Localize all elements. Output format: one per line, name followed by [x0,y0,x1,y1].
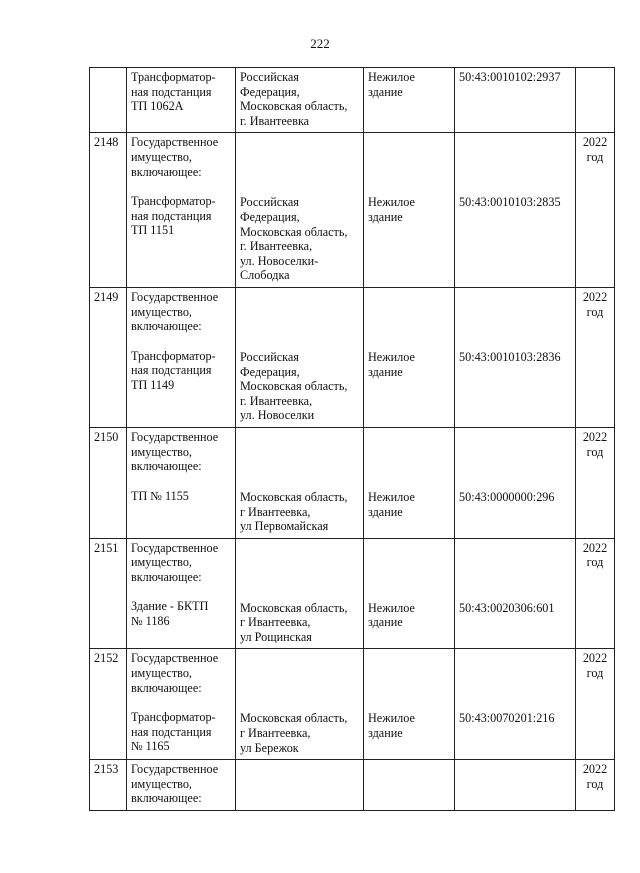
object-type: здание [368,615,403,630]
year-text: 2022 [582,135,608,150]
object-address-cell [236,287,364,427]
object-name: ТП 1062А [131,99,184,114]
entry-number: 2148 [90,133,127,288]
spacer [240,320,359,335]
object-address: г Ивантеевка, [240,615,311,630]
spacer [459,320,571,335]
object-type-cell [364,427,455,538]
object-name: ная подстанция [131,208,212,223]
spacer [459,571,571,586]
cadastral-number: 50:43:0000000:296 [459,489,555,504]
spacer [459,556,571,571]
object-type: Нежилое [368,195,415,210]
entry-number [90,68,127,133]
year-cell [576,538,615,649]
object-address-cell [236,538,364,649]
object-type: здание [368,504,403,519]
cadastral-number: 50:43:0010103:2836 [459,349,561,364]
spacer [240,445,359,460]
year-text: год [586,149,604,164]
object-name: Здание - БКТП [131,599,209,614]
spacer [459,541,571,556]
object-name-cell [127,538,236,649]
registry-body [90,68,615,811]
object-type-cell [364,538,455,649]
spacer [240,165,359,180]
entry-number: 2152 [90,649,127,760]
spacer [368,305,450,320]
year-text: год [586,666,604,681]
object-address: ул Первомайская [240,519,329,534]
object-address-cell [236,649,364,760]
spacer [459,586,571,601]
object-group-header: включающее: [131,680,202,695]
cadastral-number: 50:43:0010103:2835 [459,195,561,210]
cadastral-number-cell [455,427,576,538]
spacer [240,290,359,305]
spacer [459,135,571,150]
object-type: Нежилое [368,70,415,84]
spacer [368,696,450,711]
year-text: 2022 [582,762,608,777]
spacer [459,475,571,490]
spacer [240,556,359,571]
spacer [368,135,450,150]
object-group-header: включающее: [131,319,202,334]
spacer [368,651,450,666]
spacer [368,150,450,165]
spacer [240,571,359,586]
object-group-header: Государственное [131,651,219,666]
object-group-header: имущество, [131,555,192,570]
object-address: Российская [240,195,299,210]
spacer [240,651,359,666]
spacer [240,335,359,350]
spacer [459,430,571,445]
spacer [459,165,571,180]
object-address: Слободка [240,268,290,283]
object-name: Трансформатор- [131,348,216,363]
object-address: Московская область, [240,224,348,239]
spacer [368,571,450,586]
spacer [459,180,571,195]
object-type-cell [364,649,455,760]
spacer [459,460,571,475]
spacer [240,305,359,320]
year-text: год [586,444,604,459]
object-address: г Ивантеевка, [240,726,311,741]
spacer [240,681,359,696]
spacer [240,430,359,445]
object-address: ул Бережок [240,740,299,755]
year-cell [576,68,615,133]
object-address: г Ивантеевка, [240,504,311,519]
year-cell [576,760,615,811]
spacer [240,150,359,165]
spacer [131,334,231,349]
spacer [368,586,450,601]
object-address: Федерация, [240,84,300,99]
year-text: 2022 [582,289,608,304]
table-row [90,538,615,649]
object-address-cell [236,760,364,811]
object-type: здание [368,209,403,224]
object-type-cell [364,133,455,288]
object-group-header: Государственное [131,762,219,777]
year-text: 2022 [582,540,608,555]
object-name: № 1165 [131,739,170,754]
object-name: ная подстанция [131,84,212,99]
spacer [368,445,450,460]
spacer [459,445,571,460]
object-name: Трансформатор- [131,70,216,84]
object-group-header: имущество, [131,304,192,319]
object-address: Российская [240,349,299,364]
spacer [368,666,450,681]
object-group-header: имущество, [131,776,192,791]
object-name-cell [127,649,236,760]
cadastral-number-cell [455,760,576,811]
object-name: Трансформатор- [131,194,216,209]
object-name-cell [127,287,236,427]
object-address: Московская область, [240,379,348,394]
spacer [459,335,571,350]
object-group-header: включающее: [131,459,202,474]
spacer [459,290,571,305]
cadastral-number-cell [455,538,576,649]
object-address: Федерация, [240,209,300,224]
property-registry-table [89,67,615,811]
spacer [368,541,450,556]
object-address-cell [236,427,364,538]
spacer [131,179,231,194]
year-cell [576,649,615,760]
spacer [240,586,359,601]
object-name-cell [127,133,236,288]
cadastral-number-cell [455,287,576,427]
object-type: здание [368,726,403,741]
spacer [368,290,450,305]
object-address: Московская область, [240,99,348,114]
spacer [368,180,450,195]
object-address: Федерация, [240,364,300,379]
table-row [90,760,615,811]
year-cell [576,427,615,538]
object-name: ТП 1151 [131,223,175,238]
table-row [90,649,615,760]
object-address: ул. Новоселки- [240,253,319,268]
spacer [459,696,571,711]
spacer [459,150,571,165]
spacer [240,666,359,681]
object-type: Нежилое [368,711,415,726]
spacer [368,430,450,445]
object-address: г. Ивантеевка [240,113,310,128]
spacer [240,135,359,150]
object-group-header: Государственное [131,135,219,150]
table-row [90,427,615,538]
object-address: Московская область, [240,711,348,726]
object-address: г. Ивантеевка, [240,239,313,254]
object-address: ул. Новоселки [240,408,315,423]
object-group-header: включающее: [131,791,202,806]
object-type: Нежилое [368,489,415,504]
object-address: Российская [240,70,299,84]
object-group-header: имущество, [131,666,192,681]
spacer [368,320,450,335]
cadastral-number-cell [455,68,576,133]
spacer [459,666,571,681]
spacer [131,695,231,710]
year-text: год [586,304,604,319]
spacer [240,460,359,475]
object-name: № 1186 [131,614,170,629]
object-group-header: Государственное [131,540,219,555]
entry-number: 2149 [90,287,127,427]
spacer [368,335,450,350]
spacer [459,651,571,666]
object-type: Нежилое [368,349,415,364]
object-type-cell [364,68,455,133]
spacer [240,475,359,490]
object-name: ТП № 1155 [131,488,189,503]
entry-number: 2151 [90,538,127,649]
year-text: 2022 [582,651,608,666]
spacer [459,681,571,696]
object-type: здание [368,84,403,99]
object-group-header: Государственное [131,429,219,444]
object-address: г. Ивантеевка, [240,393,313,408]
cadastral-number-cell [455,649,576,760]
object-name-cell [127,427,236,538]
object-address: Московская область, [240,600,348,615]
object-name: Трансформатор- [131,710,216,725]
object-group-header: включающее: [131,164,202,179]
spacer [131,584,231,599]
object-name: ная подстанция [131,724,212,739]
object-name: ТП 1149 [131,377,175,392]
year-cell [576,287,615,427]
object-address: Московская область, [240,489,348,504]
object-address-cell [236,68,364,133]
object-name-cell [127,760,236,811]
object-group-header: включающее: [131,569,202,584]
cadastral-number: 50:43:0070201:216 [459,711,555,726]
spacer [368,556,450,571]
page-number: 222 [310,36,330,51]
object-type-cell [364,760,455,811]
year-text: 2022 [582,429,608,444]
spacer [131,474,231,489]
spacer [368,681,450,696]
spacer [240,696,359,711]
object-address-cell [236,133,364,288]
object-group-header: Государственное [131,289,219,304]
table-row [90,287,615,427]
year-cell [576,133,615,288]
spacer [240,541,359,556]
entry-number: 2153 [90,760,127,811]
object-group-header: имущество, [131,444,192,459]
object-group-header: имущество, [131,149,192,164]
spacer [368,165,450,180]
cadastral-number-cell [455,133,576,288]
year-text: год [586,776,604,791]
object-name-cell [127,68,236,133]
spacer [459,305,571,320]
table-row [90,68,615,133]
object-address: ул Рощинская [240,629,312,644]
spacer [368,460,450,475]
year-text: год [586,555,604,570]
spacer [240,180,359,195]
cadastral-number: 50:43:0010102:2937 [459,70,561,84]
spacer [368,475,450,490]
object-type: Нежилое [368,600,415,615]
entry-number: 2150 [90,427,127,538]
object-type-cell [364,287,455,427]
object-type: здание [368,364,403,379]
table-row [90,133,615,288]
object-name: ная подстанция [131,363,212,378]
cadastral-number: 50:43:0020306:601 [459,600,555,615]
